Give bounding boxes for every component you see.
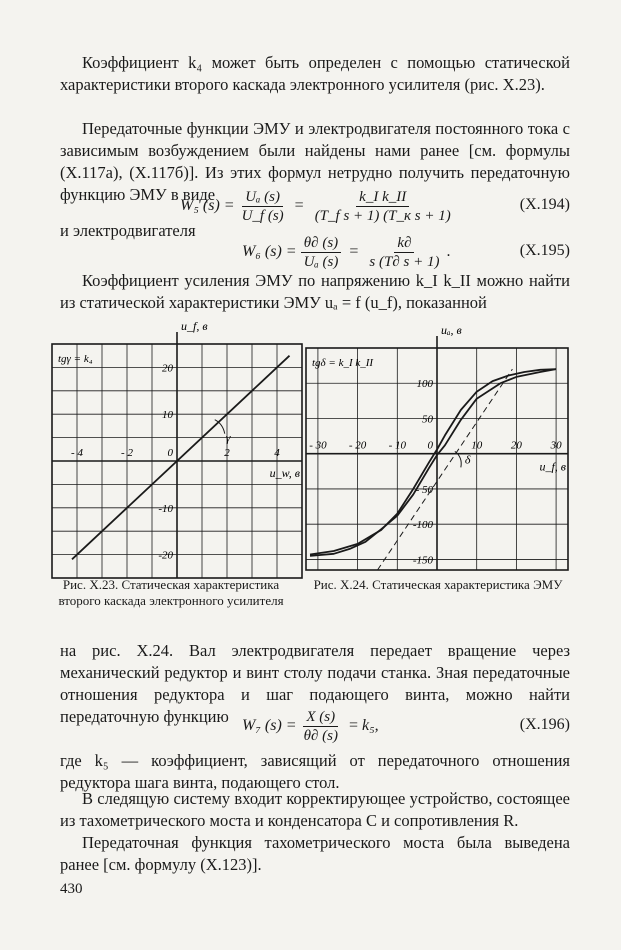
y-axis-label: u_f, в <box>181 320 208 333</box>
paragraph-1: Коэффициент k₄ может быть определен с помощью статической характеристики второго каскада электронного усилителя (рис. X.23). <box>60 53 570 94</box>
paragraph-7: В следящую систему входит корректирующее устройство, состоящее из тахометрического моста и конденсатора C и сопротивления R. <box>60 789 570 830</box>
eq195-f2-num: k∂ <box>394 234 414 253</box>
x-tick-label: - 30 <box>309 439 327 452</box>
equation-x196 <box>60 706 570 746</box>
eq194-f2-num: k_I k_II <box>356 188 409 207</box>
eq196-fraction-1 <box>301 708 341 745</box>
eq195-lhs: W₆ (s) = <box>242 243 297 260</box>
eq196-rhs: k₅, <box>361 717 379 734</box>
eq196-f1-num: X (s) <box>303 708 338 727</box>
x-tick-label: 4 <box>274 447 280 459</box>
annotation-label: tgγ = k₄ <box>58 353 93 365</box>
eq196-f1-den: θ∂ (s) <box>303 727 338 744</box>
eq195-equals: = <box>349 243 359 260</box>
paragraph-8: Передаточная функция тахометрического моста была выведена ранее [см. формулу (X.123)]. <box>60 833 570 874</box>
x-tick-label: 2 <box>224 447 230 459</box>
paragraph-3: и электродвигателя <box>60 221 196 240</box>
y-tick-label: 50 <box>422 413 433 426</box>
eq194-fraction-1 <box>239 188 287 225</box>
x-tick-label: - 20 <box>348 439 367 452</box>
eq194-f2-den: (T_f s + 1) (T_к s + 1) <box>314 207 451 224</box>
eq196-number: (X.196) <box>519 716 570 733</box>
eq194-lhs: W₅ (s) = <box>180 197 235 214</box>
eq195-fraction-1 <box>301 234 342 271</box>
series-characteristic <box>72 356 290 560</box>
eq196-lhs: W₇ (s) = <box>242 717 297 734</box>
y-tick-label: 10 <box>162 409 173 422</box>
equation-x195 <box>60 232 570 272</box>
x-tick-label: 10 <box>471 439 483 452</box>
paragraph-4: Коэффициент усиления ЭМУ по напряжению k_I k_II можно найти из статической характеристики ЭМУ uₐ = f (u_f), показанной <box>60 271 570 312</box>
eq194-equals: = <box>294 197 304 214</box>
y-axis-label: uₐ, в <box>441 328 462 337</box>
x-tick-label: - 2 <box>121 447 133 459</box>
eq195-tail: . <box>446 243 451 260</box>
x-tick-label: - 4 <box>71 447 83 459</box>
angle-label-delta: δ <box>464 452 471 467</box>
paragraph-2: Передаточные функции ЭМУ и электродвигателя постоянного тока с зависимым возбуждением были найдены нами ранее [см. формулы (X.117a), (X.117б)]. Из этих формул нетрудно получить передаточную функцию ЭМУ в виде <box>60 119 570 204</box>
x-tick-label: - 10 <box>388 439 407 452</box>
origin-label: 0 <box>427 439 433 452</box>
y-tick-label: 20 <box>162 362 173 375</box>
eq194-fraction-2 <box>312 188 454 225</box>
x-axis-label: u_w, в <box>269 466 300 480</box>
figure-x23-chart <box>48 320 310 582</box>
eq195-number: (X.195) <box>519 242 570 259</box>
eq194-f1-num: Uₐ (s) <box>242 188 283 207</box>
eq194-f1-den: U_f (s) <box>241 207 284 224</box>
figure-x24-chart <box>300 328 574 574</box>
series-hysteresis-lower <box>310 369 556 556</box>
eq194-number: (X.194) <box>519 196 570 213</box>
series-tangent <box>378 369 513 570</box>
origin-label: 0 <box>167 447 173 459</box>
x-tick-label: 20 <box>510 439 522 452</box>
y-tick-label: - 50 <box>415 483 433 496</box>
y-tick-label: -20 <box>158 549 173 562</box>
x-tick-label: 30 <box>550 439 562 452</box>
figure-x24-caption: Рис. X.24. Статическая характеристика ЭМУ <box>313 577 563 592</box>
eq195-f1-num: θ∂ (s) <box>301 234 341 253</box>
eq195-fraction-2 <box>366 234 442 271</box>
page-number: 430 <box>60 881 83 897</box>
figure-x23-caption: Рис. X.23. Статическая характеристика второго каскада электронного усилителя <box>58 577 284 608</box>
y-tick-label: -150 <box>412 554 433 567</box>
y-tick-label: -10 <box>158 502 173 515</box>
eq196-equals: = <box>348 717 358 734</box>
eq195-f1-den: Uₐ (s) <box>303 253 339 270</box>
annotation-label: tgδ = k_I k_II <box>312 357 374 369</box>
y-tick-label: -100 <box>412 519 433 532</box>
y-tick-label: 100 <box>416 378 433 391</box>
x-axis-label: u_f, в <box>539 459 566 474</box>
paragraph-5: на рис. X.24. Вал электродвигателя передает вращение через механический редуктор и винт столу подачи станка. Зная передаточные отношения редуктора и шаг подающего винта, можно найти передаточную функцию <box>60 641 570 726</box>
eq195-f2-den: s (T∂ s + 1) <box>369 253 440 270</box>
paragraph-6: где k₅ — коэффициент, зависящий от передаточного отношения редуктора шага винта, подающего стол. <box>60 751 570 792</box>
angle-label-gamma: γ <box>225 430 231 445</box>
